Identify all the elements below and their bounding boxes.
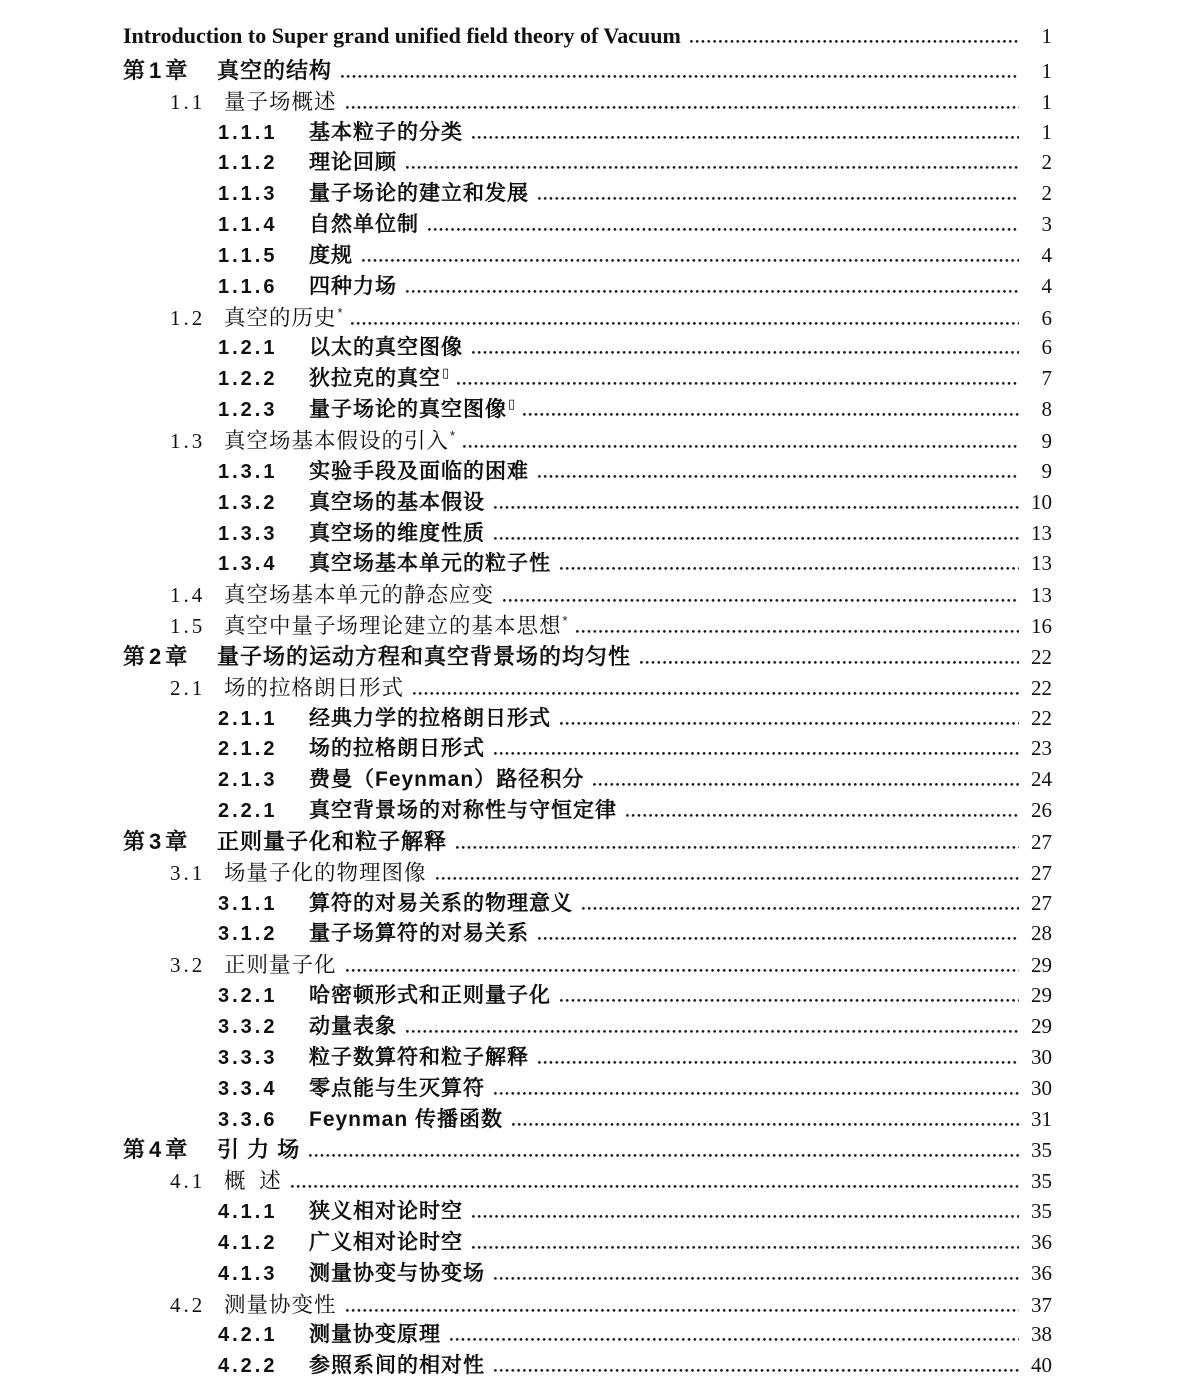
dot-leader [582,907,1019,910]
entry-title: 场的拉格朗日形式 [224,675,405,700]
entry-number: 1.4 [170,583,206,608]
dot-leader [291,1185,1019,1188]
entry-page-number: 13 [1031,583,1052,608]
dot-leader [640,661,1019,664]
entry-page-number: 9 [1041,428,1052,453]
dot-leader [341,75,1019,78]
entry-title: 真空场的基本假设 [309,490,485,514]
entry-number: 1.2.2 [218,368,278,391]
toc-entry [123,917,1052,948]
dot-leader [494,1092,1019,1095]
entry-title: 参照系间的相对性 [309,1354,485,1378]
dot-leader [494,537,1019,540]
entry-title: 费曼（Feynman）路径积分 [309,768,585,792]
entry-title: 度规 [309,243,353,267]
entry-page-number: 4 [1041,242,1052,267]
entry-number: 3.1.2 [218,923,278,946]
entry-title: 真空场基本单元的粒子性 [309,552,551,576]
dot-leader [346,1309,1019,1312]
toc-entry [123,362,1052,393]
entry-title: 狭义相对论时空 [309,1200,463,1224]
dot-leader [538,197,1019,200]
entry-title: 量子场论的建立和发展 [309,182,529,206]
toc-entry [123,1010,1052,1041]
dot-leader [538,475,1019,478]
toc-entry [123,301,1052,332]
entry-page-number: 22 [1031,705,1052,730]
entry-title: 真空背景场的对称性与守恒定律 [309,799,617,823]
entry-title: 算符的对易关系的物理意义 [309,891,573,915]
toc-entry [123,794,1052,825]
toc-entry [123,671,1052,702]
entry-page-number: 38 [1031,1322,1052,1347]
entry-title: 量子场概述 [224,89,337,114]
entry-page-number: 27 [1031,890,1052,915]
entry-number: 1.3.4 [218,553,278,576]
dot-leader [413,692,1019,695]
dot-leader [362,259,1019,262]
toc-entry [123,887,1052,918]
entry-title: 真空中量子场理论建立的基本思想 [224,614,562,639]
entry-number: 1.1.5 [218,244,278,267]
toc-entry [123,1195,1052,1226]
dot-leader [494,1369,1019,1372]
entry-number: 4.1.3 [218,1262,278,1285]
dot-leader [450,1338,1019,1341]
entry-title: 以太的真空图像 [309,336,463,360]
entry-number: 2.1.2 [218,738,278,761]
entry-title: 正则量子化和粒子解释 [217,828,448,854]
dot-leader [523,413,1019,416]
entry-page-number: 29 [1031,983,1052,1008]
dot-leader [406,166,1019,169]
entry-page-number: 35 [1031,1138,1052,1163]
entry-page-number: 30 [1031,1044,1052,1069]
entry-title: Introduction to Super grand unified field theory of Vacuum [123,23,681,48]
entry-title: 哈密顿形式和正则量子化 [309,984,551,1008]
toc-entry [123,578,1052,609]
dot-leader [538,1061,1019,1064]
toc-entry [123,825,1052,856]
entry-number: 第1章 [123,57,192,83]
dot-leader [346,969,1019,972]
dot-leader [690,40,1019,43]
entry-title: 粒子数算符和粒子解释 [309,1045,529,1069]
toc-entry [123,23,1052,54]
dot-leader [512,1123,1019,1126]
entry-title: 引 力 场 [217,1137,301,1163]
entry-page-number: 13 [1031,520,1052,545]
entry-page-number: 7 [1041,366,1052,391]
entry-superscript: ▯ [442,365,450,381]
entry-number: 3.2 [170,953,206,978]
toc-entry [123,1072,1052,1103]
entry-page-number: 6 [1041,305,1052,330]
entry-page-number: 22 [1031,675,1052,700]
entry-number: 2.1.1 [218,707,278,730]
entry-number: 第2章 [123,643,192,669]
entry-number: 4.2.2 [218,1355,278,1378]
dot-leader [457,382,1019,385]
entry-page-number: 28 [1031,921,1052,946]
entry-page-number: 29 [1031,953,1052,978]
toc-entry [123,1349,1052,1380]
entry-number: 第4章 [123,1137,192,1163]
entry-number: 4.2.1 [218,1324,278,1347]
entry-page-number: 6 [1041,335,1052,360]
entry-title: 测量协变与协变场 [309,1261,485,1285]
entry-title: 理论回顾 [309,151,397,175]
entry-page-number: 1 [1041,89,1052,114]
entry-page-number: 24 [1031,767,1052,792]
dot-leader [538,937,1019,940]
toc-entry [123,517,1052,548]
dot-leader [472,136,1019,139]
toc-entry [123,1288,1052,1319]
entry-title: 真空场基本单元的静态应变 [224,583,495,608]
entry-title: 真空场基本假设的引入 [224,428,450,453]
entry-page-number: 13 [1031,551,1052,576]
table-of-contents [123,0,1052,1380]
entry-number: 4.1.2 [218,1231,278,1254]
entry-superscript: * [450,427,456,443]
entry-page-number: 37 [1031,1292,1052,1317]
entry-number: 1.3 [170,428,206,453]
entry-number: 1.3.3 [218,522,278,545]
entry-page-number: 27 [1031,860,1052,885]
entry-number: 1.1.4 [218,214,278,237]
dot-leader [560,722,1019,725]
toc-entry [123,331,1052,362]
entry-number: 3.3.4 [218,1077,278,1100]
entry-page-number: 16 [1031,614,1052,639]
entry-number: 4.2 [170,1292,206,1317]
entry-page-number: 8 [1041,397,1052,422]
dot-leader [463,445,1019,448]
entry-title: 概 述 [224,1169,282,1194]
toc-entry [123,640,1052,671]
dot-leader [626,814,1019,817]
dot-leader [406,1030,1019,1033]
toc-entry [123,54,1052,85]
dot-leader [576,630,1019,633]
entry-title: 广义相对论时空 [309,1230,463,1254]
dot-leader [494,1277,1019,1280]
entry-page-number: 2 [1041,150,1052,175]
entry-title: 量子场算符的对易关系 [309,922,529,946]
entry-title: 真空场的维度性质 [309,521,485,545]
entry-page-number: 35 [1031,1169,1052,1194]
entry-number: 1.1.6 [218,275,278,298]
entry-number: 2.1.3 [218,769,278,792]
dot-leader [351,322,1019,325]
entry-number: 4.1 [170,1169,206,1194]
entry-page-number: 36 [1031,1260,1052,1285]
toc-entry [123,856,1052,887]
dot-leader [472,1246,1019,1249]
entry-page-number: 27 [1031,829,1052,854]
entry-number: 2.2.1 [218,800,278,823]
toc-entry [123,455,1052,486]
entry-superscript: * [562,613,568,629]
entry-number: 1.1.1 [218,121,278,144]
entry-page-number: 30 [1031,1075,1052,1100]
toc-entry [123,1226,1052,1257]
entry-number: 第3章 [123,828,192,854]
entry-page-number: 35 [1031,1199,1052,1224]
toc-entry [123,1041,1052,1072]
toc-entry [123,1318,1052,1349]
entry-superscript: * [337,304,343,320]
entry-number: 1.1.2 [218,152,278,175]
toc-entry [123,1257,1052,1288]
entry-page-number: 10 [1031,489,1052,514]
entry-page-number: 4 [1041,273,1052,298]
entry-title: 动量表象 [309,1015,397,1038]
entry-page-number: 1 [1041,119,1052,144]
toc-entry [123,763,1052,794]
entry-title: 狄拉克的真空 [309,367,441,391]
entry-page-number: 26 [1031,798,1052,823]
entry-number: 3.1 [170,860,206,885]
entry-number: 2.1 [170,675,206,700]
entry-number: 3.3.2 [218,1016,278,1038]
entry-page-number: 36 [1031,1229,1052,1254]
entry-superscript: ▯ [508,396,516,412]
entry-page-number: 2 [1041,181,1052,206]
entry-page-number: 31 [1031,1106,1052,1131]
toc-entry [123,732,1052,763]
entry-page-number: 23 [1031,736,1052,761]
entry-number: 1.3.2 [218,491,278,514]
entry-title: 量子场论的真空图像 [309,398,507,422]
entry-page-number: 1 [1041,24,1052,48]
entry-number: 3.2.1 [218,985,278,1008]
dot-leader [436,877,1019,880]
entry-title: 测量协变原理 [309,1323,441,1347]
entry-number: 1.2 [170,305,206,330]
toc-entry [123,424,1052,455]
toc-entry [123,979,1052,1010]
toc-entry [123,609,1052,640]
entry-title: 正则量子化 [224,953,337,978]
entry-page-number: 3 [1041,212,1052,237]
dot-leader [309,1154,1019,1157]
entry-title: 场的拉格朗日形式 [309,737,485,761]
toc-entry [123,85,1052,116]
toc-entry [123,270,1052,301]
toc-entry [123,547,1052,578]
entry-title: 基本粒子的分类 [309,120,463,144]
entry-page-number: 9 [1041,458,1052,483]
toc-entry [123,393,1052,424]
dot-leader [560,567,1019,570]
entry-title: 场量子化的物理图像 [224,860,427,885]
toc-entry [123,948,1052,979]
dot-leader [456,846,1019,849]
toc-entry [123,177,1052,208]
entry-number: 3.3.6 [218,1108,278,1131]
entry-title: 自然单位制 [309,213,419,237]
dot-leader [406,290,1019,293]
entry-title: 经典力学的拉格朗日形式 [309,706,551,730]
entry-page-number: 22 [1031,644,1052,669]
entry-title: 四种力场 [309,274,397,298]
entry-page-number: 1 [1041,58,1052,83]
toc-entry [123,1133,1052,1164]
dot-leader [494,506,1019,509]
entry-number: 1.1.3 [218,183,278,206]
toc-entry [123,702,1052,733]
dot-leader [560,999,1019,1002]
entry-title: 量子场的运动方程和真空背景场的均匀性 [217,643,632,669]
entry-number: 3.1.1 [218,892,278,915]
entry-title: 真空的结构 [217,57,333,83]
entry-number: 1.3.1 [218,460,278,483]
toc-entry [123,208,1052,239]
entry-title: 零点能与生灭算符 [309,1076,485,1100]
toc-entry [123,1103,1052,1134]
entry-page-number: 29 [1031,1014,1052,1038]
entry-number: 1.5 [170,614,206,639]
entry-number: 1.1 [170,89,206,114]
entry-title: 测量协变性 [224,1292,337,1317]
toc-entry [123,146,1052,177]
toc-entry [123,486,1052,517]
entry-title: 真空的历史 [224,305,337,330]
entry-number: 1.2.1 [218,337,278,360]
entry-title: Feynman 传播函数 [309,1107,504,1131]
toc-entry [123,116,1052,147]
dot-leader [472,351,1019,354]
entry-number: 1.2.3 [218,399,278,422]
toc-entry [123,1164,1052,1195]
dot-leader [472,1215,1019,1218]
entry-number: 3.3.3 [218,1046,278,1069]
entry-number: 4.1.1 [218,1201,278,1224]
dot-leader [503,599,1019,602]
entry-title: 实验手段及面临的困难 [309,459,529,483]
toc-entry [123,239,1052,270]
dot-leader [494,752,1019,755]
dot-leader [346,106,1019,109]
dot-leader [593,783,1019,786]
dot-leader [428,228,1019,231]
entry-page-number: 40 [1031,1353,1052,1378]
